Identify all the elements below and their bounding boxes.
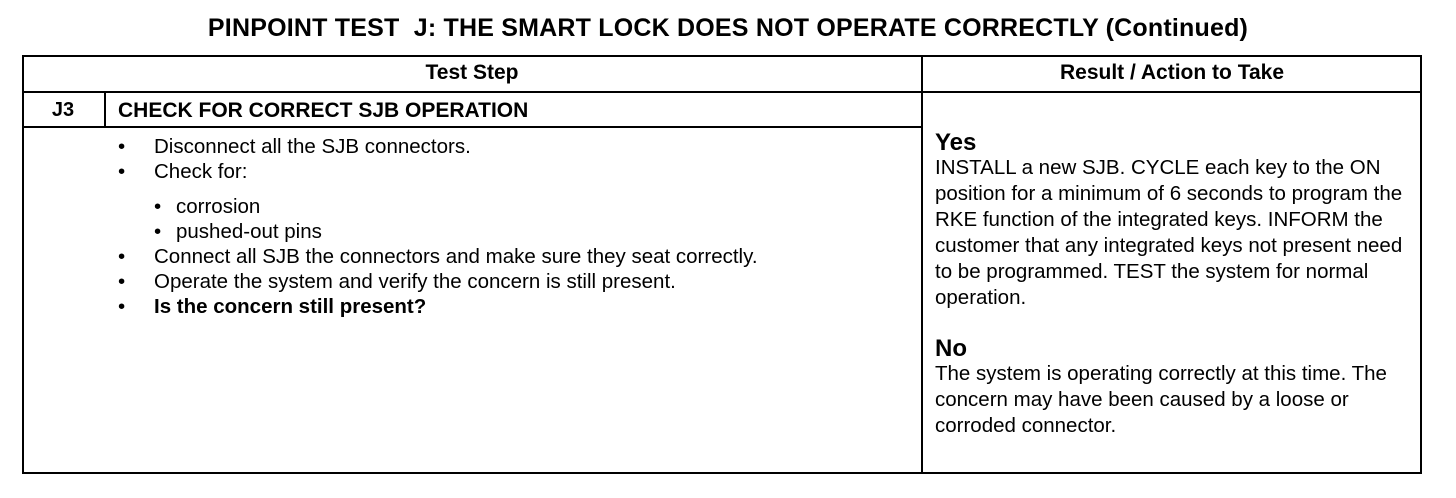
bullet-icon: • <box>118 160 126 183</box>
no-label: No <box>935 335 967 362</box>
step-title: CHECK FOR CORRECT SJB OPERATION <box>118 98 529 122</box>
sub-item-text: pushed-out pins <box>176 220 322 243</box>
instruction-text: Connect all SJB the connectors and make sure they seat correctly. <box>154 245 758 268</box>
question-text: Is the concern still present? <box>154 295 427 318</box>
step-instructions <box>114 134 914 319</box>
list-item <box>114 134 914 159</box>
column-header-test-step: Test Step <box>425 61 519 84</box>
sub-list-item <box>154 219 914 244</box>
check-for-sublist <box>154 194 914 244</box>
list-item <box>114 294 914 319</box>
page-title: PINPOINT TEST J: THE SMART LOCK DOES NOT OPERATE CORRECTLY (Continued) <box>207 14 1249 42</box>
result-actions <box>935 131 1419 465</box>
list-item <box>114 244 914 269</box>
yes-label: Yes <box>935 129 977 156</box>
sub-item-text: corrosion <box>176 195 261 218</box>
list-item <box>114 269 914 294</box>
column-divider <box>921 55 923 474</box>
bullet-icon: • <box>118 135 126 158</box>
step-id-divider <box>104 91 106 128</box>
step-id: J3 <box>51 99 75 121</box>
instruction-text: Check for: <box>154 160 248 183</box>
bullet-icon: • <box>118 245 126 268</box>
column-header-result-action: Result / Action to Take <box>1059 61 1285 84</box>
yes-action-text: INSTALL a new SJB. CYCLE each key to the ON position for a minimum of 6 seconds to program the RKE function of the integrated keys. INFORM the customer that any integrated keys not present need to be programmed. TEST the system for normal operation. <box>935 156 1403 309</box>
sub-list-item <box>154 194 914 219</box>
sub-bullet-icon: • <box>154 195 162 218</box>
bullet-icon: • <box>118 270 126 293</box>
instruction-text: Operate the system and verify the concern is still present. <box>154 270 676 293</box>
sub-bullet-icon: • <box>154 220 162 243</box>
bullet-icon: • <box>118 295 126 318</box>
list-item <box>114 159 914 184</box>
instruction-text: Disconnect all the SJB connectors. <box>154 135 471 158</box>
no-action-text: The system is operating correctly at this time. The concern may have been caused by a loose or corroded connector. <box>935 362 1387 437</box>
